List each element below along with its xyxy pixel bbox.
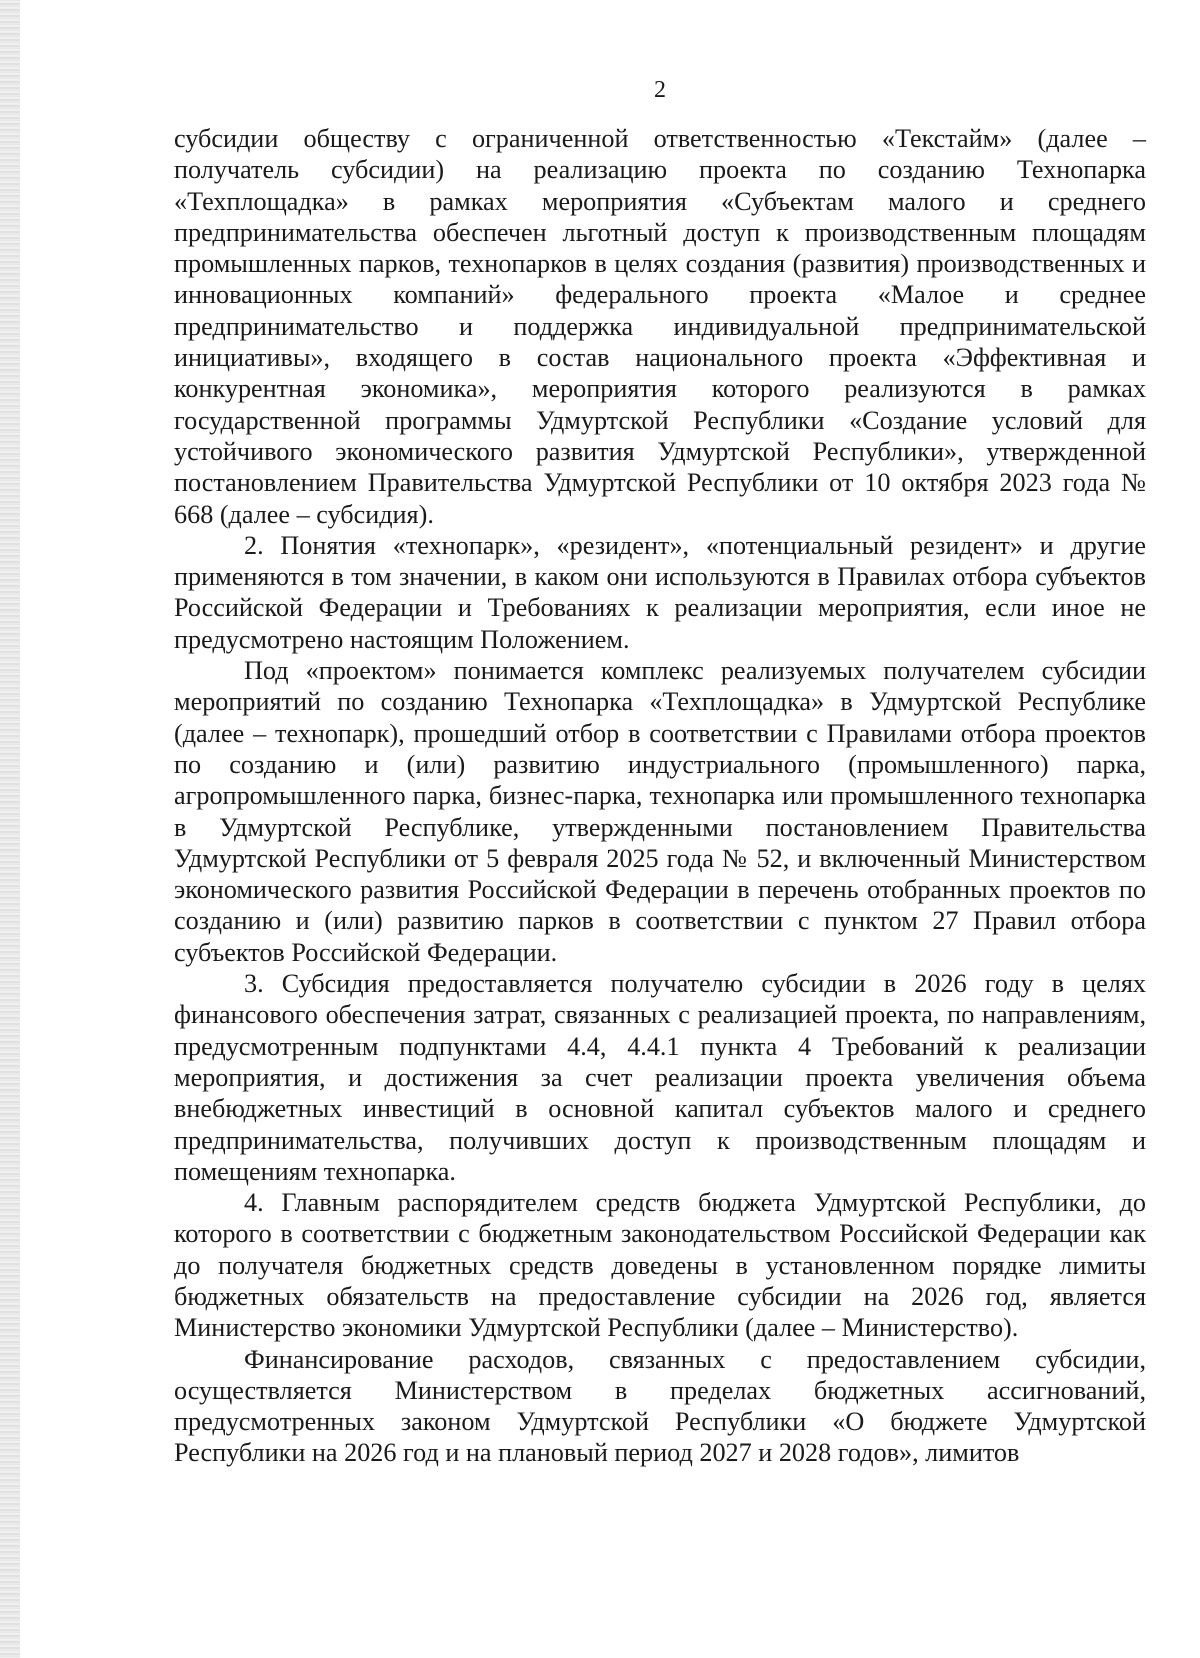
paragraph-3: 3. Субсидия предоставляется получателю субсидии в 2026 году в целях финансового обеспечения затрат, связанных с реализацией проекта, по направлениям, предусмотренным подпунктами 4.4, 4.4.1 пункта 4 Требований к реализации мероприятия, и достижения за счет реализации проекта увеличения объема внебюджетных инвестиций в основной капитал субъектов малого и среднего предпринимательства, получивших доступ к производственным площадям и помещениям технопарка. bbox=[174, 969, 1146, 1186]
paragraph-4: 4. Главным распорядителем средств бюджета Удмуртской Республики, до которого в соответствии с бюджетным законодательством Российской Федерации как до получателя бюджетных средств доведены в установленном порядке лимиты бюджетных обязательств на предоставление субсидии на 2026 год, является Министерство экономики Удмуртской Республики (далее – Министерство). bbox=[174, 1188, 1146, 1343]
page-number: 2 bbox=[654, 77, 666, 103]
paragraph-project-definition: Под «проектом» понимается комплекс реализуемых получателем субсидии мероприятий по созданию Технопарка «Техплощадка» в Удмуртской Республике (далее – технопарк), прошедший отбор в соответствии с Правилами отбора проектов по созданию и (или) развитию индустриального (промышленного) парка, агропромышленного парка, бизнес-парка, технопарка или промышленного технопарка в Удмуртской Республике, утвержденными постановлением Правительства Удмуртской Республики от 5 февраля 2025 года № 52, и включенный Министерством экономического развития Российской Федерации в перечень отобранных проектов по созданию и (или) развитию парков в соответствии с пунктом 27 Правил отбора субъектов Российской Федерации. bbox=[174, 656, 1146, 967]
document-body bbox=[174, 123, 1146, 1469]
paragraph-financing: Финансирование расходов, связанных с предоставлением субсидии, осуществляется Министерством в пределах бюджетных ассигнований, предусмотренных законом Удмуртской Республики «О бюджете Удмуртской Республики на 2026 год и на плановый период 2027 и 2028 годов», лимитов bbox=[174, 1344, 1146, 1468]
scan-edge-artifact bbox=[0, 0, 20, 1658]
paragraph-1-continuation: субсидии обществу с ограниченной ответственностью «Текстайм» (далее – получатель субсидии) на реализацию проекта по созданию Технопарка «Техплощадка» в рамках мероприятия «Субъектам малого и среднего предпринимательства обеспечен льготный доступ к производственным площадям промышленных парков, технопарков в целях создания (развития) производственных и инновационных компаний» федерального проекта «Малое и среднее предпринимательство и поддержка индивидуальной предпринимательской инициативы», входящего в состав национального проекта «Эффективная и конкурентная экономика», мероприятия которого реализуются в рамках государственной программы Удмуртской Республики «Создание условий для устойчивого экономического развития Удмуртской Республики», утвержденной постановлением Правительства Удмуртской Республики от 10 октября 2023 года № 668 (далее – субсидия). bbox=[174, 124, 1146, 529]
paragraph-2: 2. Понятия «технопарк», «резидент», «потенциальный резидент» и другие применяются в том значении, в каком они используются в Правилах отбора субъектов Российской Федерации и Требованиях к реализации мероприятия, если иное не предусмотрено настоящим Положением. bbox=[174, 530, 1146, 654]
